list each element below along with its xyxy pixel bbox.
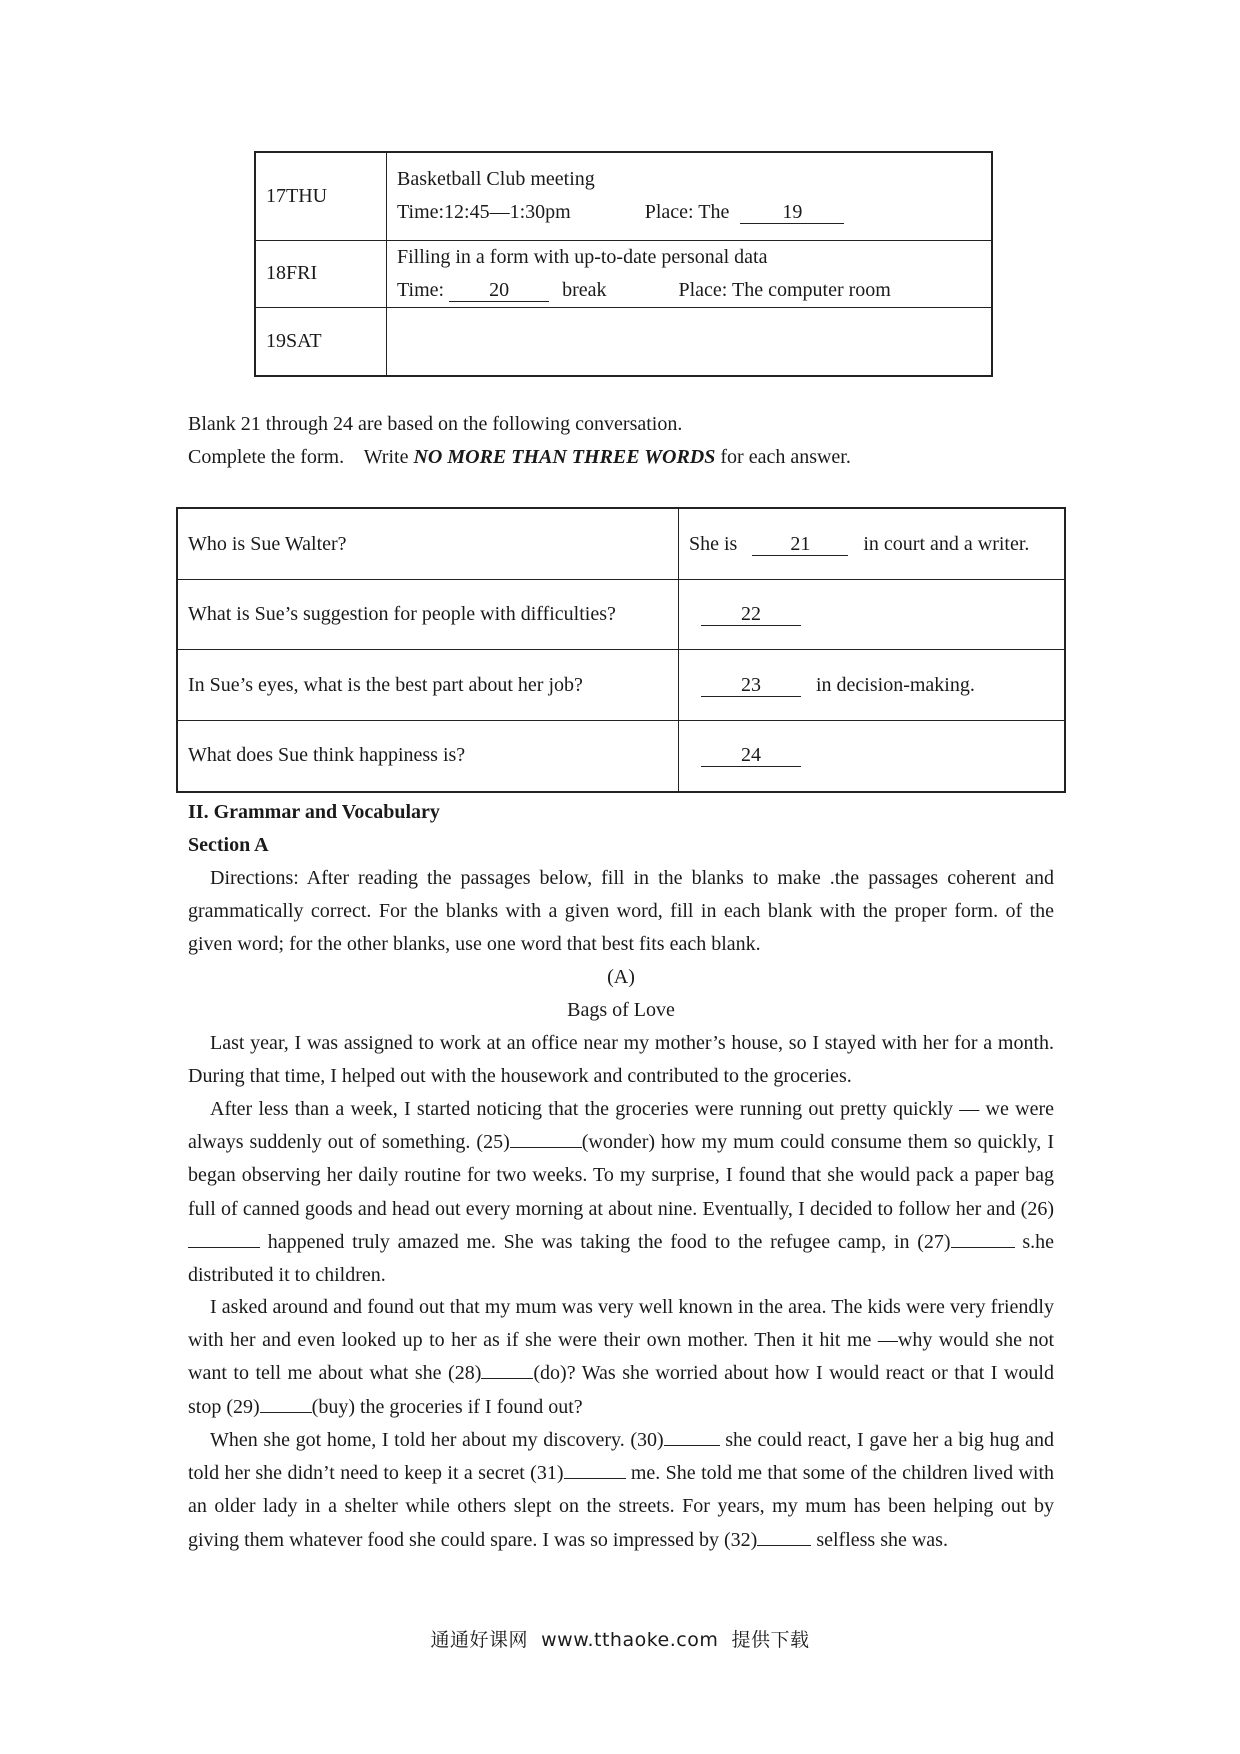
fill-blank[interactable] [510,1147,582,1148]
schedule-row [255,152,992,240]
form-answer: She is 21 in court and a writer. [679,508,1066,580]
passage-label: (A) [607,966,635,988]
schedule-row [255,240,992,307]
answer-blank[interactable]: 24 [701,744,801,767]
schedule-day: 18FRI [255,240,387,307]
schedule-detail [387,307,993,376]
schedule-row [255,307,992,376]
fill-blank[interactable] [664,1445,720,1446]
answer-blank[interactable]: 21 [752,533,848,556]
schedule-title: Filling in a form with up-to-date personal data [397,245,768,268]
schedule-day: 17THU [255,152,387,240]
schedule-time: Time:12:45—1:30pm [397,201,571,224]
schedule-day: 19SAT [255,307,387,376]
form-row [177,580,1065,650]
directions: Directions: After reading the passages below, fill in the blanks to make .the passages coherent and grammatically correct. For the blanks with a given word, fill in each blank with the proper form. of the given word; for the other blanks, use one word that best fits each blank. [188,867,1054,956]
form-answer [679,720,1066,792]
schedule-place: Place: The computer room [678,278,891,301]
schedule-detail [387,152,993,240]
section-title: Section A [188,834,269,856]
form-question: In Sue’s eyes, what is the best part about her job? [177,650,679,720]
form-question: What is Sue’s suggestion for people with difficulties? [177,580,679,650]
form-row [177,650,1065,720]
form-answer [679,580,1066,650]
schedule-title: Basketball Club meeting [397,168,595,191]
fill-blank[interactable] [564,1478,626,1479]
form-row [177,720,1065,792]
instruction-line: Complete the form. Write NO MORE THAN THREE WORDS for each answer. [188,446,851,468]
answer-blank[interactable]: 23 [701,674,801,697]
form-row [177,508,1065,580]
schedule-place: Place: The [644,201,730,224]
form-question: What does Sue think happiness is? [177,720,679,792]
page-footer: 通通好课网 www.tthaoke.com 提供下载 [430,1629,810,1651]
schedule-detail: Filling in a form with up-to-date personal data Time: 20 break Place: The computer room [387,240,993,307]
answer-form-table [176,507,1066,793]
part-title: II. Grammar and Vocabulary [188,801,440,823]
fill-blank[interactable] [951,1247,1015,1248]
passage-title: Bags of Love [567,999,675,1021]
fill-blank[interactable] [188,1247,260,1248]
passage-paragraph: I asked around and found out that my mum was very well known in the area. The kids were very friendly with her and even looked up to her as if she were their own mother. Then it hit me —why would she not want to tell me about what she (28) (do)? Was she worried about how I would react or that I would stop (29) (buy) the groceries if I found out? [188,1296,1054,1418]
schedule-time: Time: [397,278,445,301]
answer-blank[interactable]: 20 [449,279,549,302]
answer-blank[interactable]: 19 [740,201,844,224]
instruction-line: Blank 21 through 24 are based on the following conversation. [188,413,683,435]
passage-paragraph: After less than a week, I started noticing that the groceries were running out pretty quickly — we were always suddenly out of something. (25) (wonder) how my mum could consume them so quickly, I began observing her daily routine for two weeks. To my surprise, I found that she would pack a paper bag full of canned goods and head out every morning at about nine. Eventually, I decided to follow her and (26) happened truly amazed me. She was taking the food to the refugee camp, in (27) s.he distributed it to children. [188,1098,1054,1287]
answer-blank[interactable]: 22 [701,603,801,626]
form-question: Who is Sue Walter? [177,508,679,580]
schedule-table [254,151,993,377]
passage-paragraph: When she got home, I told her about my discovery. (30) she could react, I gave her a big hug and told her she didn’t need to keep it a secret (31) me. She told me that some of the children lived with an older lady in a shelter while others slept on the streets. For years, my mum has been helping out by giving them whatever food she could spare. I was so impressed by (32) selfless she was. [188,1429,1055,1551]
instruction-emphasis: NO MORE THAN THREE WORDS [413,446,716,468]
fill-blank[interactable] [757,1545,811,1546]
form-answer: 23 in decision-making. [679,650,1066,720]
fill-blank[interactable] [481,1378,533,1379]
fill-blank[interactable] [260,1412,312,1413]
passage-paragraph: Last year, I was assigned to work at an office near my mother’s house, so I stayed with her for a month. During that time, I helped out with the housework and contributed to the groceries. [188,1032,1054,1088]
